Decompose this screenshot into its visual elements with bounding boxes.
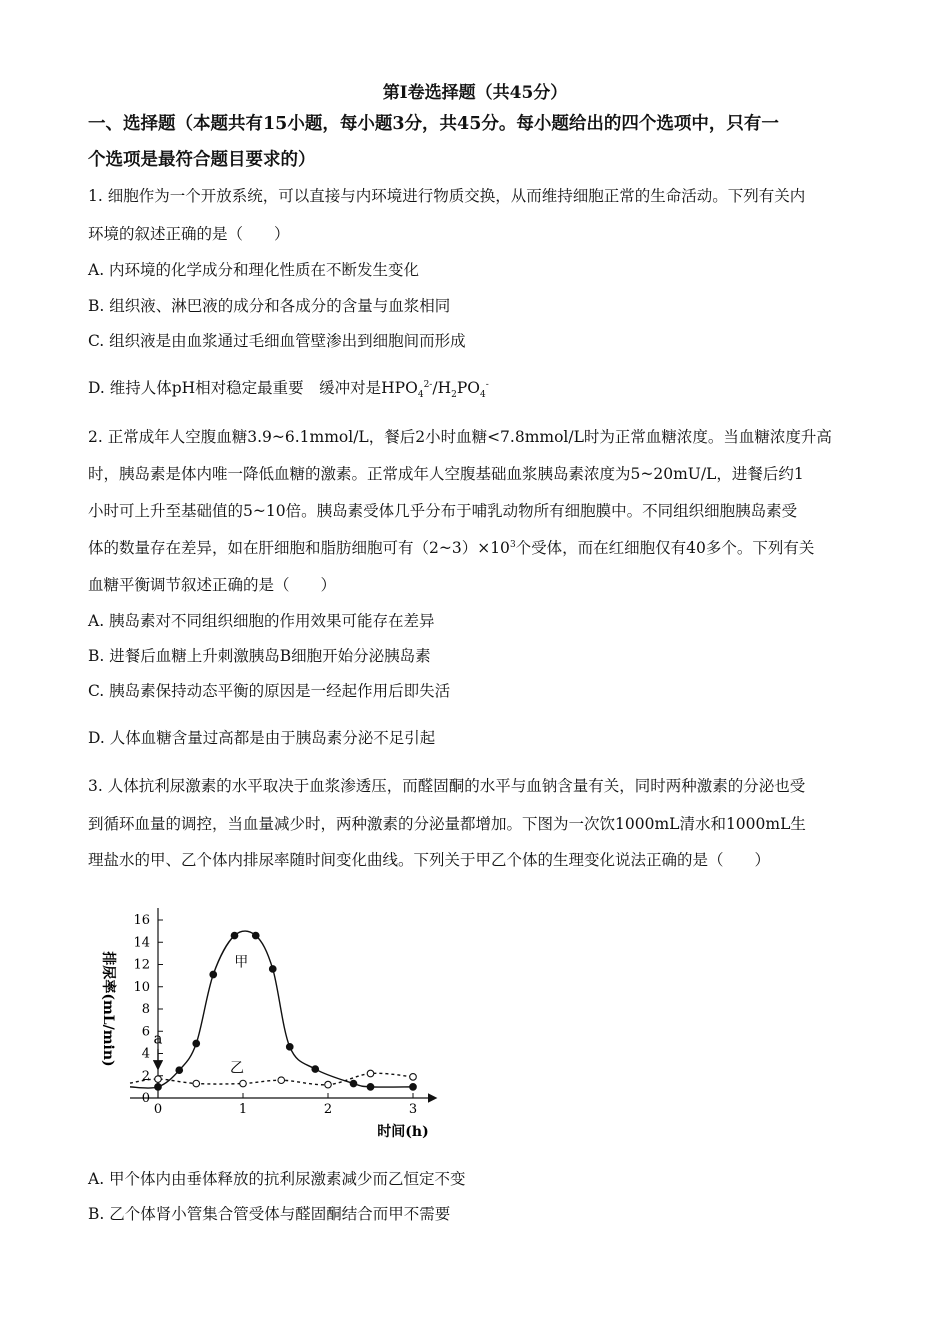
x-axis-label: 时间(h) [377, 1124, 429, 1140]
data-point-jia [231, 932, 238, 939]
y-tick-label: 16 [133, 913, 150, 928]
data-point-jia [286, 1044, 293, 1051]
data-point-jia [350, 1080, 357, 1087]
q1-option-d-sup1: 2- [423, 379, 433, 390]
data-point-yi [193, 1080, 200, 1087]
x-tick-label: 0 [153, 1102, 163, 1117]
q3-stem-line3: 理盐水的甲、乙个体内排尿率随时间变化曲线。下列关于甲乙个体的生理变化说法正确的是（ ） [88, 851, 771, 869]
data-point-jia [269, 966, 276, 973]
series-label-yi: 乙 [230, 1060, 245, 1077]
series-label-jia: 甲 [234, 954, 249, 971]
urine-rate-chart [88, 880, 448, 1140]
x-tick-label: 3 [408, 1102, 418, 1117]
series-line-jia [130, 931, 413, 1088]
q1-option-d-sup3: - [485, 379, 489, 390]
q1-stem-line1: 1. 细胞作为一个开放系统，可以直接与内环境进行物质交换，从而维持细胞正常的生命活动。下列有关内 [88, 187, 806, 205]
data-point-yi [410, 1074, 417, 1081]
q1-stem-line2: 环境的叙述正确的是（ ） [88, 225, 290, 243]
data-point-yi [278, 1077, 285, 1084]
q1-option-d-sub1: 4 [417, 390, 424, 401]
q3-stem-line2: 到循环血量的调控，当血量减少时，两种激素的分泌量都增加。下图为一次饮1000mL清水和1000mL生 [88, 815, 806, 833]
data-point-jia [252, 932, 259, 939]
q2-option-c: C. 胰岛素保持动态平衡的原因是一经起作用后即失活 [88, 682, 451, 700]
q1-option-d-mid2: PO [456, 379, 480, 397]
y-tick-label: 6 [141, 1024, 150, 1040]
q2-option-b: B. 进餐后血糖上升刺激胰岛B细胞开始分泌胰岛素 [88, 647, 431, 665]
section-heading-line2: 个选项是最符合题目要求的） [88, 150, 316, 170]
q2-stem-line4-sup: 3 [509, 539, 516, 550]
q1-option-b: B. 组织液、淋巴液的成分和各成分的含量与血浆相同 [88, 297, 451, 315]
data-point-yi [367, 1070, 374, 1077]
q1-option-d-text: D. 维持人体pH相对稳定最重要 缓冲对是HPO [88, 379, 418, 397]
y-tick-label: 0 [141, 1091, 150, 1106]
y-tick-label: 2 [141, 1068, 150, 1084]
q1-option-d-mid: /H [432, 379, 452, 397]
part-title: 第I卷选择题（共45分） [382, 83, 568, 103]
data-point-jia [410, 1084, 417, 1091]
q2-stem-line4-post: 个受体，而在红细胞仅有40多个。下列有关 [515, 539, 815, 557]
data-point-yi [240, 1080, 247, 1087]
x-tick-label: 2 [323, 1102, 333, 1117]
q2-stem-line3: 小时可上升至基础值的5~10倍。胰岛素受体几乎分布于哺乳动物所有细胞膜中。不同组织细胞胰岛素受 [88, 502, 798, 520]
q1-option-d-sub2: 2 [451, 390, 457, 401]
q2-stem-line1: 2. 正常成年人空腹血糖3.9~6.1mmol/L，餐后2小时血糖<7.8mmol/L时为正常血糖浓度。当血糖浓度升高 [88, 428, 832, 446]
data-point-jia [312, 1066, 319, 1073]
y-tick-label: 4 [141, 1046, 150, 1062]
y-tick-label: 14 [133, 935, 150, 951]
q1-option-c: C. 组织液是由血浆通过毛细血管壁渗出到细胞间而形成 [88, 332, 466, 350]
q1-option-d [88, 376, 489, 400]
data-point-jia [176, 1067, 183, 1074]
data-point-yi [325, 1081, 332, 1088]
section-heading-line1: 一、选择题（本题共有15小题，每小题3分，共45分。每小题给出的四个选项中，只有一 [88, 114, 779, 134]
y-axis-label: 排尿率(mL/min) [100, 951, 116, 1067]
y-tick-label: 12 [133, 957, 150, 973]
annotation-a: a [153, 1029, 163, 1048]
data-point-jia [210, 971, 217, 978]
q2-option-a: A. 胰岛素对不同组织细胞的作用效果可能存在差异 [88, 612, 435, 630]
y-tick-label: 10 [133, 979, 150, 995]
data-point-jia [155, 1084, 162, 1091]
q2-stem-line5: 血糖平衡调节叙述正确的是（ ） [88, 576, 337, 594]
q3-option-a: A. 甲个体内由垂体释放的抗利尿激素减少而乙恒定不变 [88, 1170, 466, 1188]
q1-option-a: A. 内环境的化学成分和理化性质在不断发生变化 [88, 261, 420, 279]
q2-option-d: D. 人体血糖含量过高都是由于胰岛素分泌不足引起 [88, 729, 436, 747]
x-tick-label: 1 [238, 1102, 248, 1117]
q1-option-d-sub3: 4 [479, 390, 486, 401]
q2-stem-line4-pre: 体的数量存在差异，如在肝细胞和脂肪细胞可有（2~3）×10 [88, 539, 510, 557]
data-point-yi [155, 1076, 162, 1083]
q2-stem-line4 [88, 536, 814, 558]
y-tick-label: 8 [141, 1002, 150, 1017]
q3-stem-line1: 3. 人体抗利尿激素的水平取决于血浆渗透压，而醛固酮的水平与血钠含量有关，同时两种激素的分泌也受 [88, 777, 806, 795]
q2-stem-line2: 时，胰岛素是体内唯一降低血糖的激素。正常成年人空腹基础血浆胰岛素浓度为5~20mU/L，进餐后约1 [88, 465, 804, 483]
q3-option-b: B. 乙个体肾小管集合管受体与醛固酮结合而甲不需要 [88, 1205, 451, 1223]
data-point-jia [367, 1084, 374, 1091]
data-point-jia [193, 1040, 200, 1047]
